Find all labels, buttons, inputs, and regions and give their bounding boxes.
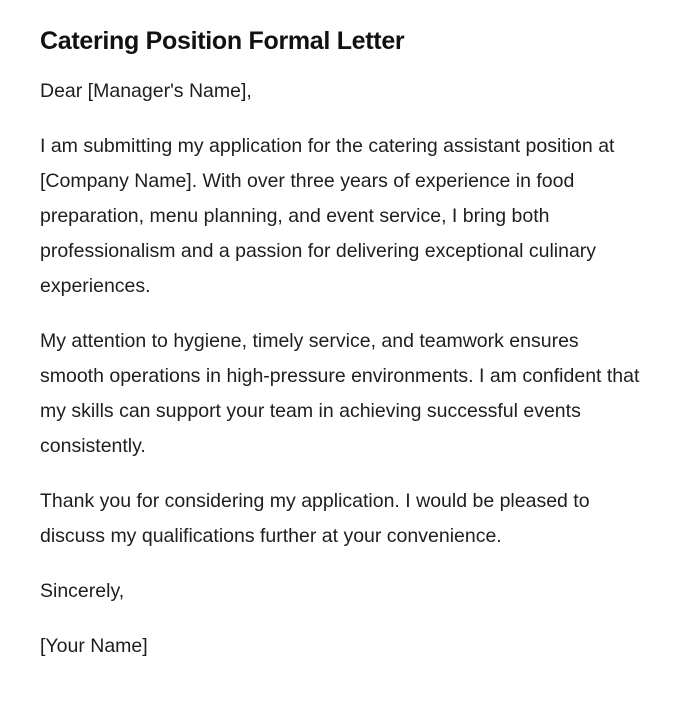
body-paragraph-1: I am submitting my application for the catering assistant position at [Company Name]. With over three years of experience in food preparation, menu planning, and event service, I bring both professionalism and a passion for delivering exceptional culinary experiences. (40, 135, 615, 297)
body-paragraph-3: Thank you for considering my application. I would be pleased to discuss my qualifications further at your convenience. (40, 490, 590, 547)
body-paragraph-2: My attention to hygiene, timely service, and teamwork ensures smooth operations in high-pressure environments. I am confident that my skills can support your team in achieving successful events consistently. (40, 330, 640, 457)
signature: [Your Name] (40, 635, 148, 657)
letter-title: Catering Position Formal Letter (40, 27, 405, 55)
closing: Sincerely, (40, 580, 125, 602)
letter-document (40, 24, 640, 684)
salutation: Dear [Manager's Name], (40, 80, 252, 102)
